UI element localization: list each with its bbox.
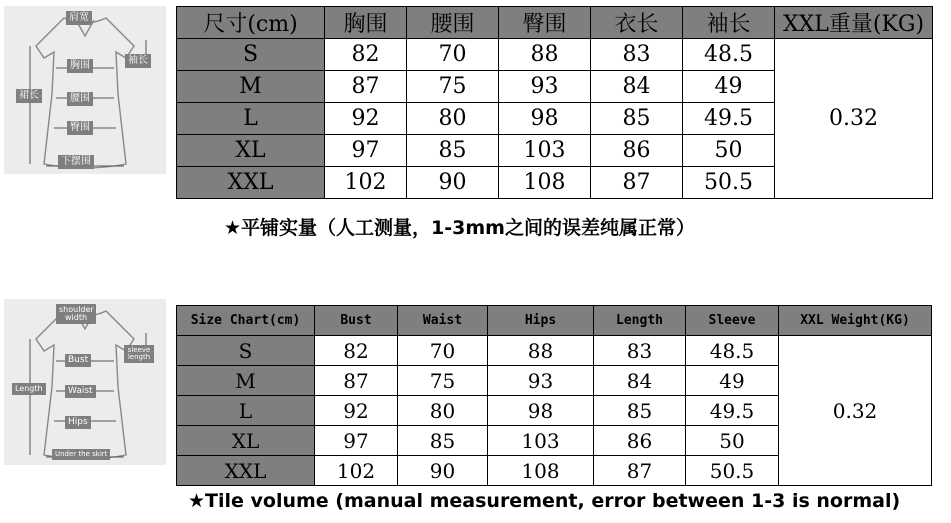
value-cell: 103 bbox=[499, 135, 591, 167]
shoulder-label: 肩宽 bbox=[66, 11, 92, 25]
header-cell: 臀围 bbox=[499, 7, 591, 39]
size-cell: XXL bbox=[177, 456, 315, 486]
value-cell: 83 bbox=[591, 39, 683, 71]
measurement-note-en: ★Tile volume (manual measurement, error between 1-3 is normal) bbox=[188, 490, 901, 512]
weight-cell: 0.32 bbox=[775, 39, 933, 199]
weight-cell: 0.32 bbox=[779, 336, 932, 486]
value-cell: 92 bbox=[315, 396, 398, 426]
table-row bbox=[177, 336, 932, 366]
header-cell: Size Chart(cm) bbox=[177, 306, 315, 336]
value-cell: 88 bbox=[499, 39, 591, 71]
value-cell: 98 bbox=[499, 103, 591, 135]
value-cell: 50 bbox=[683, 135, 775, 167]
value-cell: 49 bbox=[686, 366, 779, 396]
value-cell: 70 bbox=[398, 336, 488, 366]
value-cell: 87 bbox=[594, 456, 686, 486]
value-cell: 108 bbox=[488, 456, 594, 486]
value-cell: 93 bbox=[488, 366, 594, 396]
header-cell: Waist bbox=[398, 306, 488, 336]
length-label: 裙长 bbox=[16, 89, 42, 103]
value-cell: 49.5 bbox=[683, 103, 775, 135]
value-cell: 92 bbox=[325, 103, 407, 135]
value-cell: 82 bbox=[315, 336, 398, 366]
value-cell: 108 bbox=[499, 167, 591, 199]
size-chart-table-en bbox=[176, 305, 932, 486]
value-cell: 48.5 bbox=[686, 336, 779, 366]
value-cell: 82 bbox=[325, 39, 407, 71]
value-cell: 84 bbox=[591, 71, 683, 103]
size-cell: XL bbox=[177, 135, 325, 167]
value-cell: 98 bbox=[488, 396, 594, 426]
value-cell: 75 bbox=[407, 71, 499, 103]
sleeve-label: 袖长 bbox=[125, 54, 151, 68]
bust-label: 胸围 bbox=[67, 59, 93, 73]
header-cell: 衣长 bbox=[591, 7, 683, 39]
value-cell: 85 bbox=[591, 103, 683, 135]
value-cell: 87 bbox=[315, 366, 398, 396]
value-cell: 86 bbox=[594, 426, 686, 456]
size-cell: M bbox=[177, 71, 325, 103]
header-cell: XXL Weight(KG) bbox=[779, 306, 932, 336]
shoulder-label: shoulder width bbox=[56, 304, 96, 324]
value-cell: 50.5 bbox=[683, 167, 775, 199]
value-cell: 50.5 bbox=[686, 456, 779, 486]
value-cell: 75 bbox=[398, 366, 488, 396]
header-cell: Length bbox=[594, 306, 686, 336]
header-cell: Hips bbox=[488, 306, 594, 336]
value-cell: 86 bbox=[591, 135, 683, 167]
value-cell: 80 bbox=[398, 396, 488, 426]
value-cell: 102 bbox=[325, 167, 407, 199]
value-cell: 87 bbox=[325, 71, 407, 103]
waist-label: 腰围 bbox=[67, 92, 93, 106]
value-cell: 102 bbox=[315, 456, 398, 486]
hem-label: 下摆围 bbox=[58, 155, 94, 169]
value-cell: 97 bbox=[315, 426, 398, 456]
header-cell: XXL重量(KG) bbox=[775, 7, 933, 39]
size-cell: XL bbox=[177, 426, 315, 456]
garment-diagram-en bbox=[4, 299, 166, 465]
value-cell: 83 bbox=[594, 336, 686, 366]
size-cell: S bbox=[177, 336, 315, 366]
size-cell: XXL bbox=[177, 167, 325, 199]
size-cell: L bbox=[177, 103, 325, 135]
measurement-note-cn: ★平铺实量（人工测量，1-3mm之间的误差纯属正常） bbox=[224, 217, 695, 239]
hips-label: Hips bbox=[65, 416, 91, 429]
hem-label: Under the skirt bbox=[52, 449, 110, 460]
value-cell: 85 bbox=[407, 135, 499, 167]
bust-label: Bust bbox=[65, 354, 91, 367]
size-cell: S bbox=[177, 39, 325, 71]
hips-label: 臀围 bbox=[67, 121, 93, 135]
table-header-row bbox=[177, 306, 932, 336]
header-cell: 尺寸(cm) bbox=[177, 7, 325, 39]
header-cell: 袖长 bbox=[683, 7, 775, 39]
value-cell: 97 bbox=[325, 135, 407, 167]
size-chart-table-cn bbox=[176, 6, 933, 199]
value-cell: 84 bbox=[594, 366, 686, 396]
header-cell: Bust bbox=[315, 306, 398, 336]
value-cell: 48.5 bbox=[683, 39, 775, 71]
value-cell: 88 bbox=[488, 336, 594, 366]
value-cell: 70 bbox=[407, 39, 499, 71]
table-header-row bbox=[177, 7, 933, 39]
value-cell: 80 bbox=[407, 103, 499, 135]
header-cell: 胸围 bbox=[325, 7, 407, 39]
value-cell: 93 bbox=[499, 71, 591, 103]
value-cell: 49.5 bbox=[686, 396, 779, 426]
table-row bbox=[177, 39, 933, 71]
value-cell: 87 bbox=[591, 167, 683, 199]
value-cell: 85 bbox=[594, 396, 686, 426]
value-cell: 85 bbox=[398, 426, 488, 456]
size-cell: M bbox=[177, 366, 315, 396]
garment-diagram-cn bbox=[4, 6, 166, 174]
header-cell: 腰围 bbox=[407, 7, 499, 39]
value-cell: 50 bbox=[686, 426, 779, 456]
header-cell: Sleeve bbox=[686, 306, 779, 336]
sleeve-label: sleeve length bbox=[124, 345, 154, 363]
value-cell: 103 bbox=[488, 426, 594, 456]
size-cell: L bbox=[177, 396, 315, 426]
waist-label: Waist bbox=[65, 385, 96, 398]
value-cell: 90 bbox=[407, 167, 499, 199]
length-label: Length bbox=[12, 383, 46, 395]
value-cell: 90 bbox=[398, 456, 488, 486]
value-cell: 49 bbox=[683, 71, 775, 103]
